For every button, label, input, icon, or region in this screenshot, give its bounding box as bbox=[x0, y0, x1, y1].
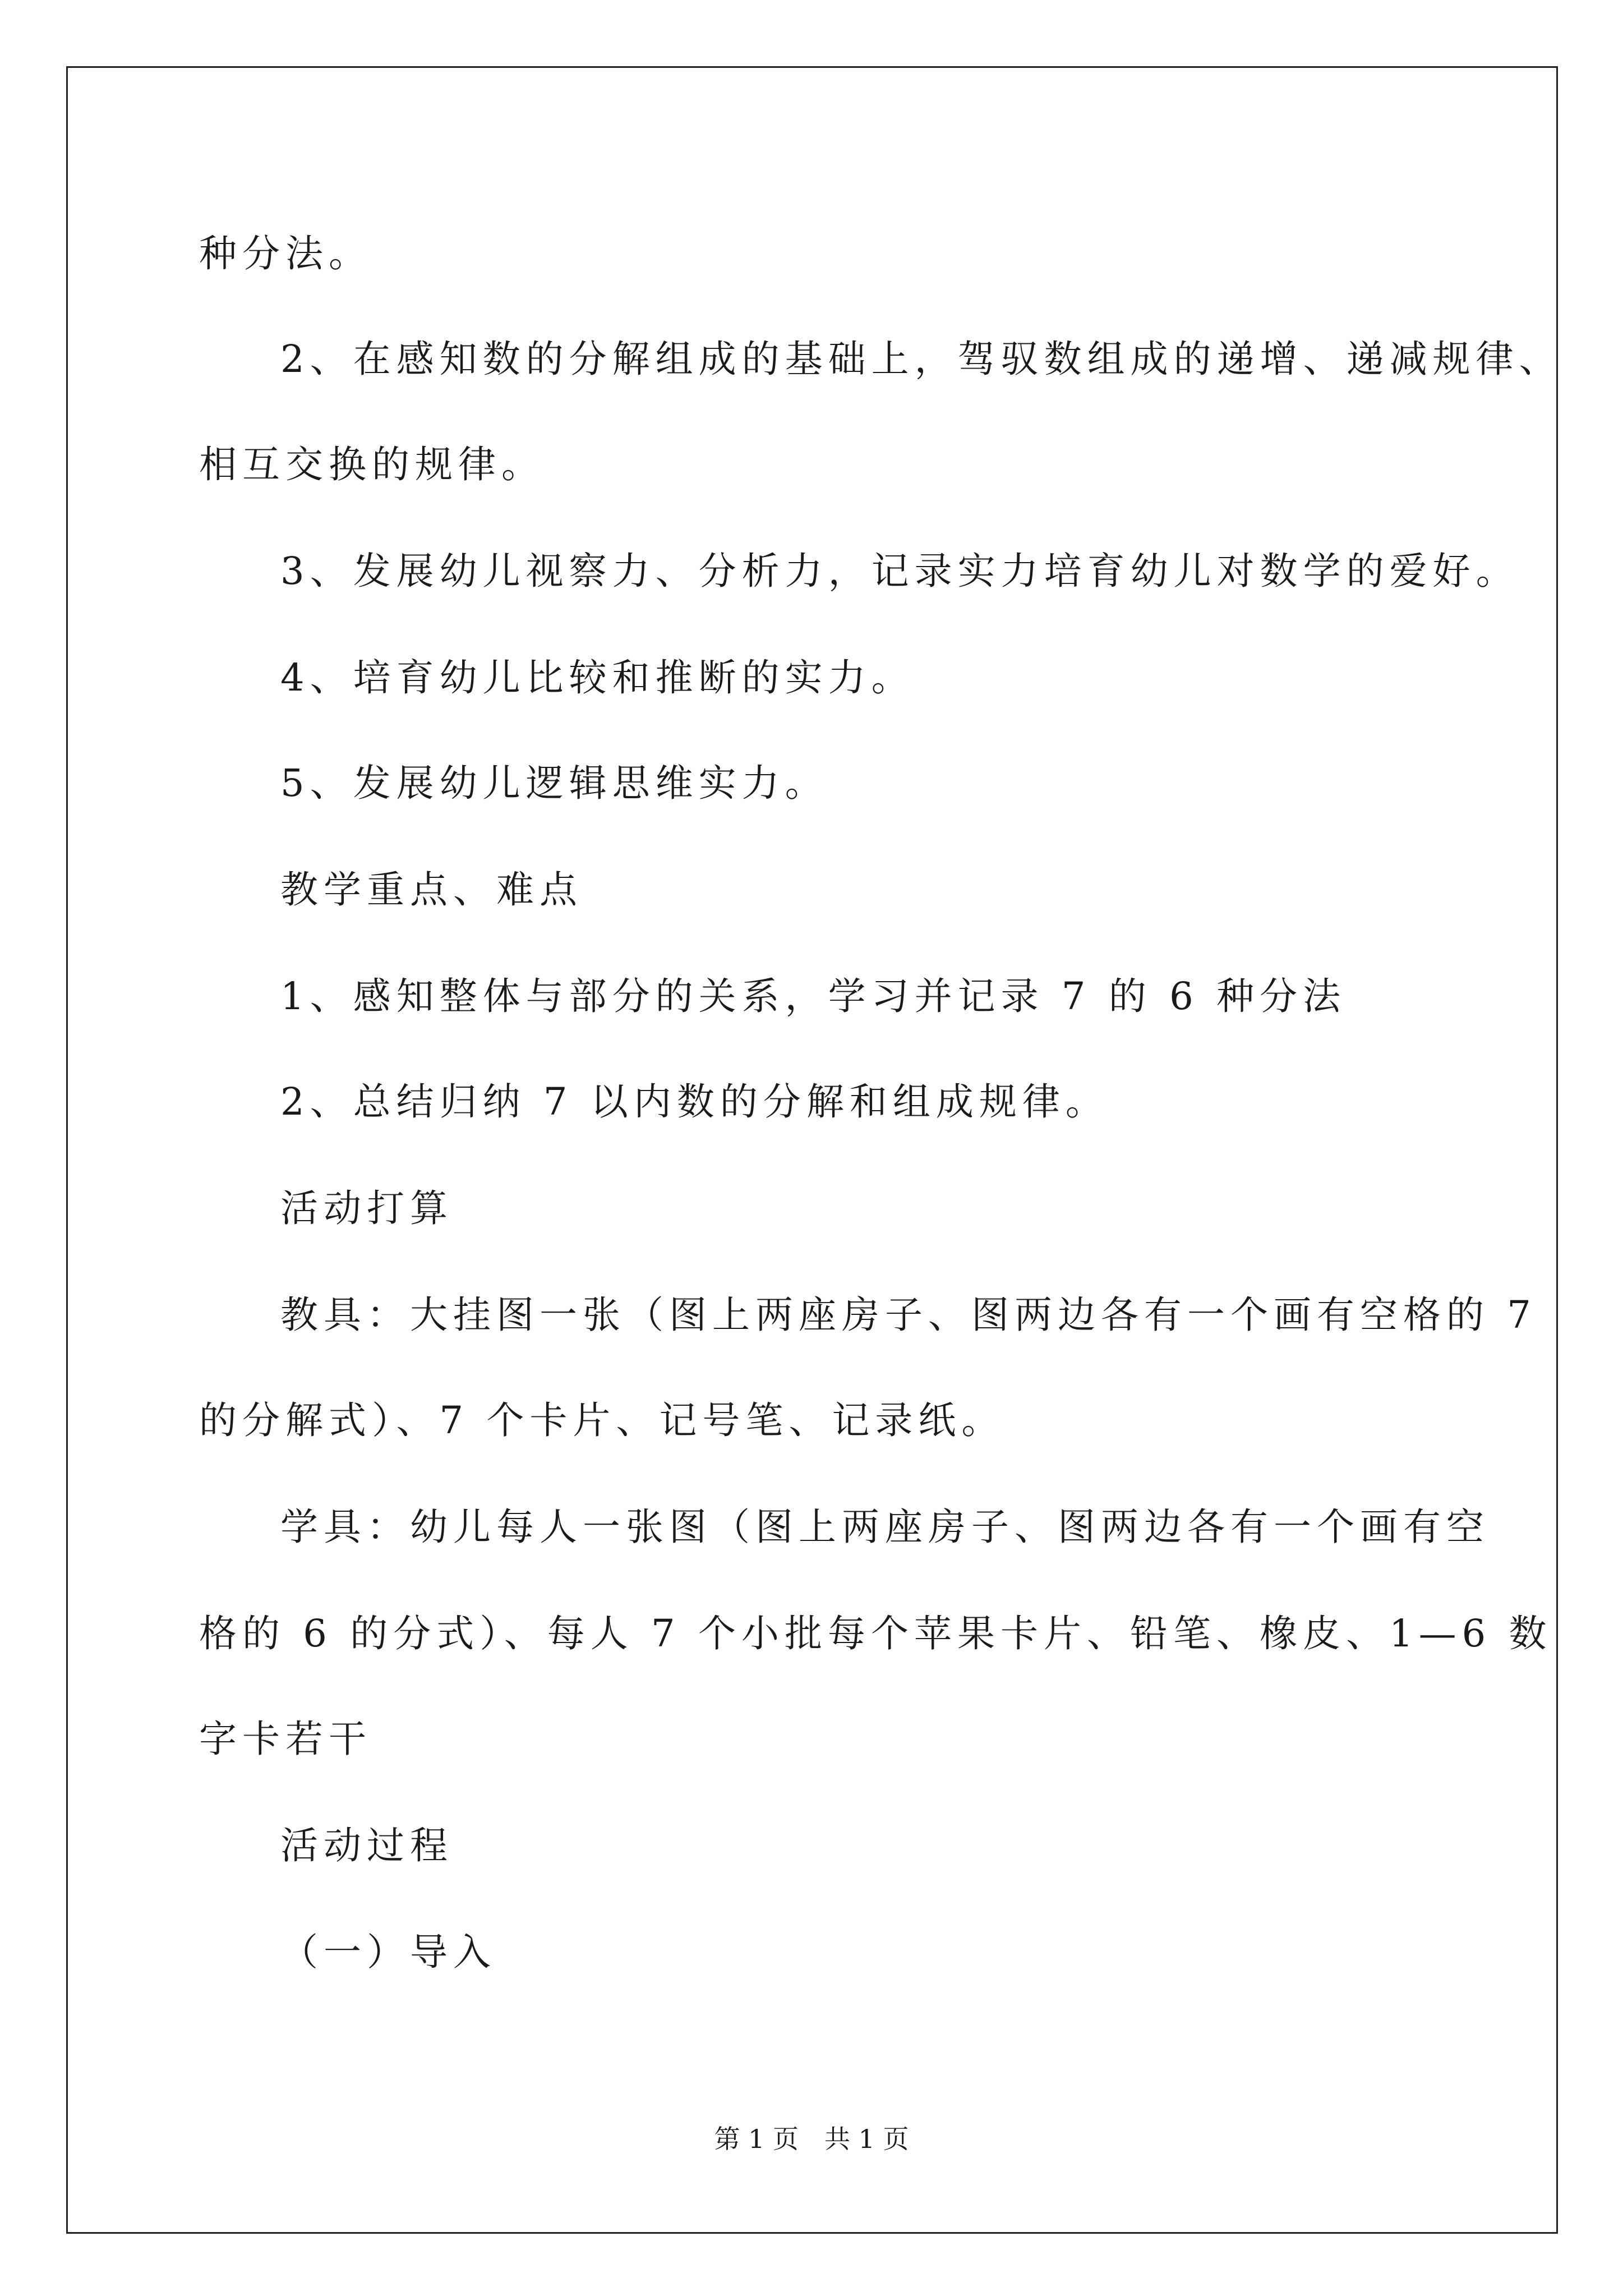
page-border bbox=[66, 66, 1558, 2234]
text-line: 字卡若干 bbox=[199, 1717, 372, 1761]
text-line: 的分解式）、7 个卡片、记号笔、记录纸。 bbox=[199, 1398, 1005, 1442]
section-heading: （一）导入 bbox=[280, 1930, 496, 1974]
text-line: 学具：幼儿每人一张图（图上两座房子、图两边各有一个画有空 bbox=[280, 1505, 1490, 1549]
text-line: 格的 6 的分式）、每人 7 个小批每个苹果卡片、铅笔、橡皮、1—6 数 bbox=[199, 1612, 1552, 1655]
text-line: 教具：大挂图一张（图上两座房子、图两边各有一个画有空格的 7 bbox=[280, 1293, 1537, 1337]
text-line: 5、发展幼儿逻辑思维实力。 bbox=[280, 761, 828, 805]
section-heading: 活动过程 bbox=[280, 1824, 453, 1867]
section-heading: 教学重点、难点 bbox=[280, 868, 583, 912]
text-line: 1、感知整体与部分的关系，学习并记录 7 的 6 种分法 bbox=[280, 974, 1347, 1018]
section-heading: 活动打算 bbox=[280, 1186, 453, 1230]
text-line: 种分法。 bbox=[199, 232, 372, 275]
text-line: 4、培育幼儿比较和推断的实力。 bbox=[280, 656, 915, 700]
text-line: 2、总结归纳 7 以内数的分解和组成规律。 bbox=[280, 1080, 1109, 1124]
text-line: 2、在感知数的分解组成的基础上，驾驭数组成的递增、递减规律、 bbox=[280, 337, 1562, 381]
text-line: 相互交换的规律。 bbox=[199, 443, 545, 486]
page-footer: 第 1 页 共 1 页 bbox=[714, 2124, 909, 2154]
text-line: 3、发展幼儿视察力、分析力，记录实力培育幼儿对数学的爱好。 bbox=[280, 549, 1519, 593]
